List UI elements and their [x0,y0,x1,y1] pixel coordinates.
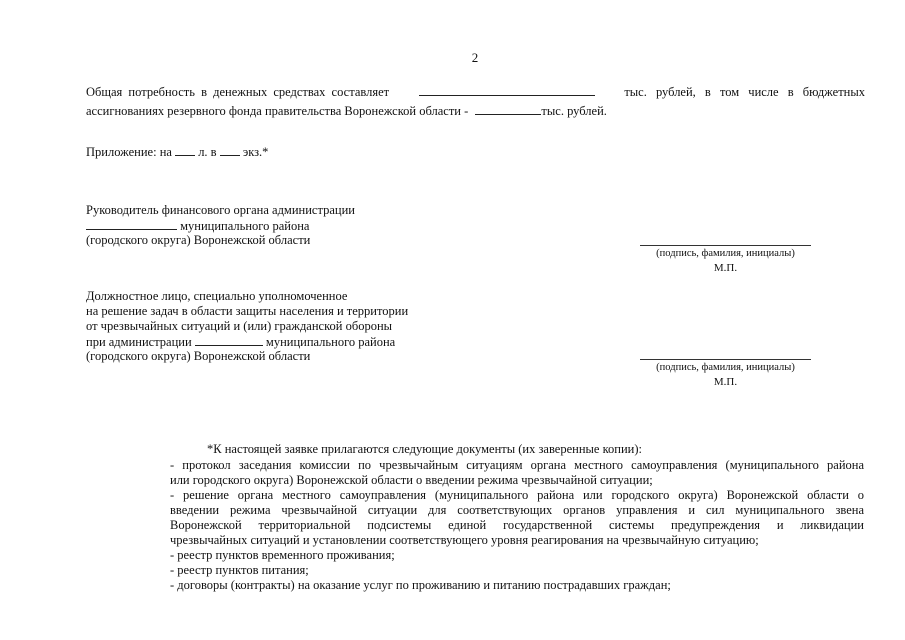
funds-reserve-blank [475,103,541,115]
finance-head-line-3: (городского округа) Воронежской области [86,233,311,247]
funds-total-blank [419,84,595,96]
finance-signature-caption: (подпись, фамилия, инициалы) [656,248,795,259]
official-stamp-label: М.П. [713,376,738,388]
official-line-5: (городского округа) Воронежской области [86,349,311,363]
official-line-1: Должностное лицо, специально уполномоченное [86,289,348,303]
funds-text-1b: тыс. рублей, в том числе в бюджетных [624,85,865,99]
attachment-middle: л. в [198,145,217,159]
page-number: 2 [471,50,479,65]
official-signature-caption: (подпись, фамилия, инициалы) [656,362,795,373]
official-line-2: на решение задач в области защиты населения и территории [86,304,409,318]
funds-text-1a: Общая потребность в денежных средствах составляет [86,85,390,99]
finance-signature-line [640,245,811,246]
finance-head-line-1: Руководитель финансового органа администрации [86,203,355,217]
footnote-item-2-line-2: введении режима чрезвычайной ситуации для соответствующих органов управления и сил муниципального звена [170,503,864,517]
attachment-prefix: Приложение: на [86,145,172,159]
official-district-blank [195,334,263,346]
footnote-intro: *К настоящей заявке прилагаются следующие документы (их заверенные копии): [207,442,642,456]
official-line-3: от чрезвычайных ситуаций и (или) гражданской обороны [86,319,393,333]
footnote-item-2-line-4: чрезвычайных ситуаций и установлении соответствующего уровня реагирования на чрезвычайную ситуацию; [170,533,759,547]
footnote-item-2-line-3: Воронежской территориальной подсистемы единой государственной системы предупреждения и ликвидации [170,518,864,532]
funds-text-2b: тыс. рублей. [541,104,607,118]
funds-line-1 [86,84,865,100]
footnote-item-1-line-2: или городского округа) Воронежской области о введении режима чрезвычайной ситуации; [170,473,653,487]
finance-head-district-label: муниципального района [180,219,310,233]
finance-district-blank [86,218,177,230]
attachment-sheets-blank [175,144,195,156]
funds-text-2a: ассигнованиях резервного фонда правительства Воронежской области - [86,104,469,118]
official-line-4 [86,334,395,350]
official-admin-label: при администрации [86,335,192,349]
attachment-line [86,144,268,160]
attachment-copies-blank [220,144,240,156]
footnote-item-1-line-1: - протокол заседания комиссии по чрезвычайным ситуациям органа местного самоуправления (муниципального района [170,458,864,472]
official-signature-line [640,359,811,360]
footnote-item-2-line-1: - решение органа местного самоуправления (муниципального района или городского округа) Воронежской области о [170,488,864,502]
finance-head-line-2 [86,218,309,234]
finance-stamp-label: М.П. [713,262,738,274]
funds-line-2 [86,103,607,119]
official-district-label: муниципального района [265,335,396,349]
footnote-item-3: - реестр пунктов временного проживания; [170,548,395,562]
footnote-item-4: - реестр пунктов питания; [170,563,309,577]
attachment-suffix: экз.* [242,145,269,159]
footnote-item-5: - договоры (контракты) на оказание услуг по проживанию и питанию пострадавших граждан; [170,578,671,592]
